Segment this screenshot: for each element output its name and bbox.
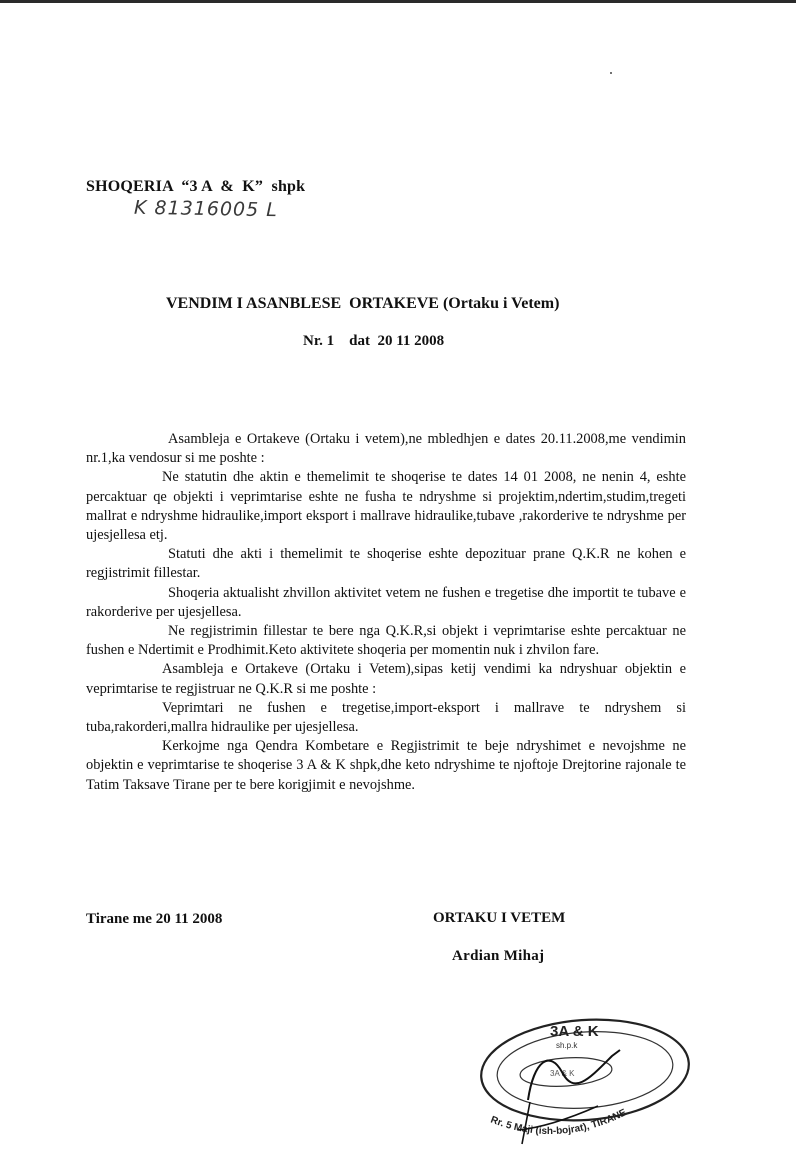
stamp-sub-text: sh.p.k bbox=[556, 1041, 578, 1050]
decision-number-date: Nr. 1 dat 20 11 2008 bbox=[303, 333, 445, 349]
body-paragraph: Kerkojme nga Qendra Kombetare e Regjistrimit te beje ndryshimet e nevojshme ne objektin e veprimtarise te shoqerise 3 A & K shpk,dhe keto ndryshime te njoftoje Drejtorine rajonale te Tatim Taksave Tirane per te bere korigjimit e nevojshme. bbox=[86, 738, 686, 793]
document-body bbox=[86, 430, 686, 795]
body-paragraph: Ne regjistrimin fillestar te bere nga Q.K.R,si objekt i veprimtarise eshte percaktuar ne fushen e Ndertimit e Prodhimit.Keto aktivitete shoqeria per momentin nuk i zhvilon fare. bbox=[86, 623, 686, 659]
company-name: SHOQERIA “3 A & K” shpk bbox=[86, 178, 306, 195]
signer-title: ORTAKU I VETEM bbox=[433, 910, 566, 926]
body-paragraph: Asambleja e Ortakeve (Ortaku i Vetem),sipas ketij vendimi ka ndryshuar objektin e veprimtarise te regjistruar ne Q.K.R si me poshte : bbox=[86, 661, 686, 697]
body-paragraph: Shoqeria aktualisht zhvillon aktivitet vetem ne fushen e tregetise dhe importit te tubave e rakorderive per ujesjellesa. bbox=[86, 584, 686, 620]
place-and-date: Tirane me 20 11 2008 bbox=[86, 911, 223, 927]
handwritten-registration-number: K 81316005 L bbox=[133, 196, 279, 222]
stamp-inner-text: 3A & K bbox=[550, 1069, 575, 1078]
scan-top-border bbox=[0, 0, 796, 3]
company-stamp-and-signature bbox=[470, 1010, 700, 1150]
stamp-top-text: 3A & K bbox=[550, 1023, 599, 1040]
body-paragraph: Veprimtari ne fushen e tregetise,import-eksport i mallrave te ndryshem si tuba,rakorderi,mallra hidraulike per ujesjellesa. bbox=[86, 699, 686, 736]
document-title: VENDIM I ASANBLESE ORTAKEVE (Ortaku i Vetem) bbox=[166, 295, 560, 312]
body-paragraph: Asambleja e Ortakeve (Ortaku i vetem),ne mbledhjen e dates 20.11.2008,me vendimin nr.1,ka vendosur si me poshte : bbox=[86, 431, 686, 467]
body-paragraph: Ne statutin dhe aktin e themelimit te shoqerise te dates 14 01 2008, ne nenin 4, eshte percaktuar qe objekti i veprimtarise eshte ne fusha te ndryshme si projektim,ndertim,studim,tregeti mallrat e ndryshme hidraulike,import eksport i mallrave hidraulike,tubave ,rakorderive te ndryshme per ujesjellesa etj. bbox=[86, 469, 686, 544]
stamp-bottom-text: Rr. 5 Maji (ish-bojrat), TIRANE bbox=[489, 1107, 629, 1138]
body-paragraph: Statuti dhe akti i themelimit te shoqerise eshte depozituar prane Q.K.R ne kohen e regjistrimit fillestar. bbox=[86, 546, 686, 582]
signer-name: Ardian Mihaj bbox=[452, 948, 545, 964]
scan-speck bbox=[610, 72, 612, 74]
